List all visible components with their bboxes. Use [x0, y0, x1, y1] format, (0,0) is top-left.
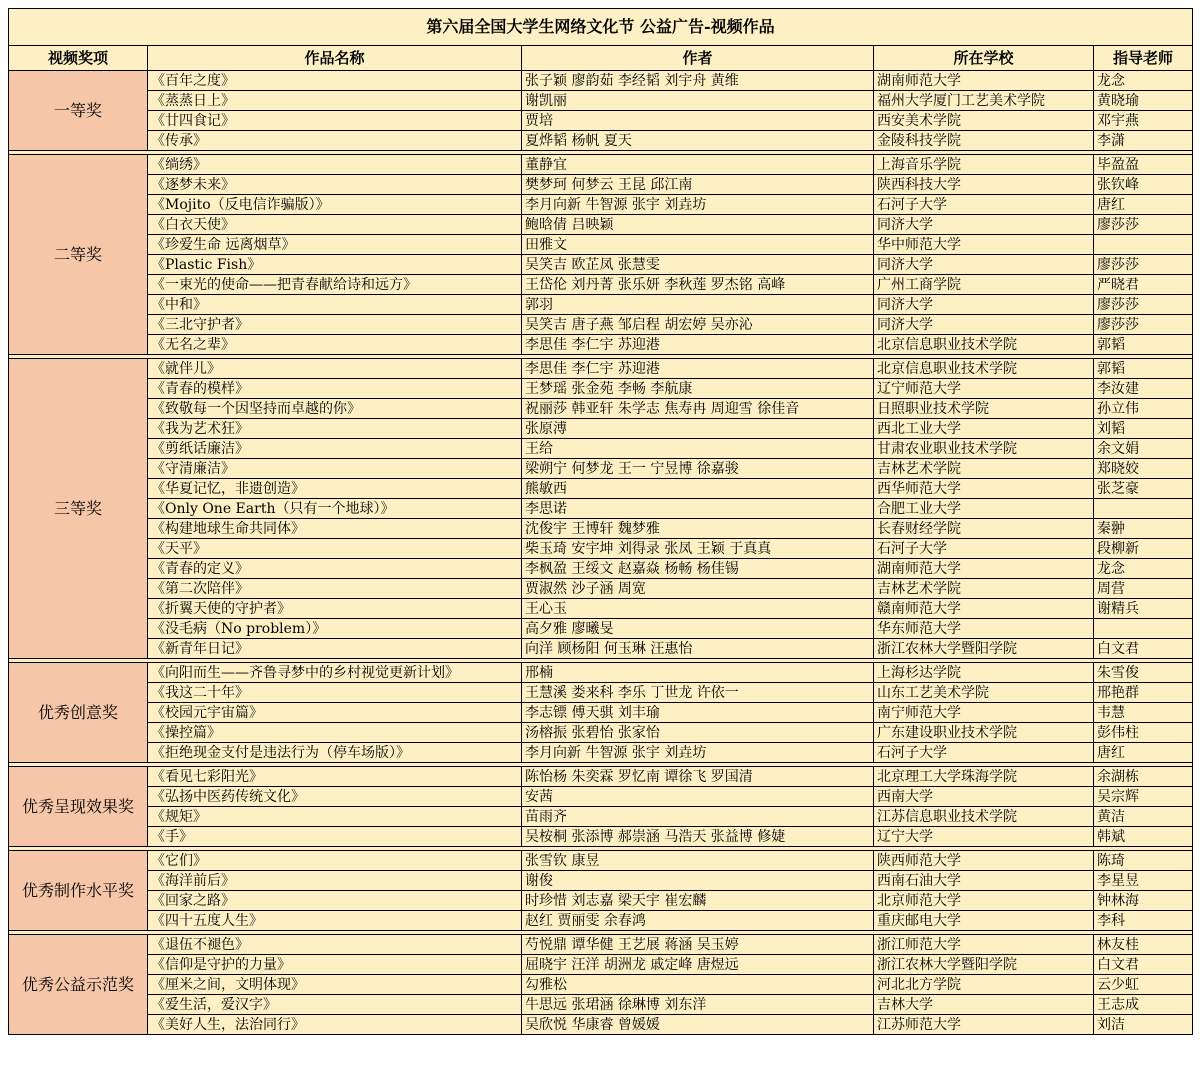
advisor-cell: 彭伟柱 [1094, 723, 1193, 743]
work-name-cell: 《致敬每一个因坚持而卓越的你》 [148, 399, 522, 419]
work-name-cell: 《逐梦未来》 [148, 175, 522, 195]
school-cell: 江苏师范大学 [874, 1015, 1094, 1035]
table-row [9, 599, 1193, 619]
work-name-cell: 《廿四食记》 [148, 111, 522, 131]
table-row [9, 379, 1193, 399]
work-name-cell: 《剪纸话廉洁》 [148, 439, 522, 459]
advisor-cell: 钟林海 [1094, 891, 1193, 911]
work-name-cell: 《白衣天使》 [148, 215, 522, 235]
table-row [9, 639, 1193, 659]
work-name-cell: 《构建地球生命共同体》 [148, 519, 522, 539]
table-row [9, 215, 1193, 235]
author-cell: 苗雨齐 [522, 807, 874, 827]
advisor-cell: 韩斌 [1094, 827, 1193, 847]
work-name-cell: 《厘米之间，文明体现》 [148, 975, 522, 995]
school-cell: 上海杉达学院 [874, 663, 1094, 683]
author-cell: 勾雅松 [522, 975, 874, 995]
author-cell: 谢凯丽 [522, 91, 874, 111]
author-cell: 樊梦珂 何梦云 王昆 邱江南 [522, 175, 874, 195]
table-row [9, 315, 1193, 335]
table-row [9, 851, 1193, 871]
header-award: 视频奖项 [9, 46, 148, 71]
author-cell: 李月向新 牛智源 张宇 刘垚坊 [522, 195, 874, 215]
school-cell: 华东师范大学 [874, 619, 1094, 639]
advisor-cell: 刘韬 [1094, 419, 1193, 439]
author-cell: 王慧溪 娄来科 李乐 丁世龙 许依一 [522, 683, 874, 703]
header-author: 作者 [522, 46, 874, 71]
work-name-cell: 《Plastic Fish》 [148, 255, 522, 275]
work-name-cell: 《信仰是守护的力量》 [148, 955, 522, 975]
table-row [9, 911, 1193, 931]
table-row [9, 767, 1193, 787]
school-cell: 合肥工业大学 [874, 499, 1094, 519]
work-name-cell: 《绱绣》 [148, 155, 522, 175]
table-row [9, 935, 1193, 955]
advisor-cell: 毕盈盈 [1094, 155, 1193, 175]
author-cell: 吴笑吉 欧芷凤 张慧雯 [522, 255, 874, 275]
advisor-cell: 李汝建 [1094, 379, 1193, 399]
advisor-cell: 廖莎莎 [1094, 215, 1193, 235]
school-cell: 西南石油大学 [874, 871, 1094, 891]
advisor-cell: 吴宗辉 [1094, 787, 1193, 807]
work-name-cell: 《珍爱生命 远离烟草》 [148, 235, 522, 255]
award-category: 优秀制作水平奖 [9, 851, 148, 931]
advisor-cell: 刘洁 [1094, 1015, 1193, 1035]
author-cell: 田雅文 [522, 235, 874, 255]
advisor-cell: 龙念 [1094, 71, 1193, 91]
table-row [9, 683, 1193, 703]
work-name-cell: 《退伍不褪色》 [148, 935, 522, 955]
table-row [9, 891, 1193, 911]
table-row [9, 111, 1193, 131]
table-row [9, 71, 1193, 91]
work-name-cell: 《向阳而生——齐鲁寻梦中的乡村视觉更新计划》 [148, 663, 522, 683]
advisor-cell [1094, 235, 1193, 255]
author-cell: 夏烨韬 杨帆 夏天 [522, 131, 874, 151]
work-name-cell: 《青春的定义》 [148, 559, 522, 579]
work-name-cell: 《青春的模样》 [148, 379, 522, 399]
work-name-cell: 《就伴儿》 [148, 359, 522, 379]
advisor-cell: 黄洁 [1094, 807, 1193, 827]
table-row [9, 91, 1193, 111]
advisor-cell: 孙立伟 [1094, 399, 1193, 419]
advisor-cell: 余文娟 [1094, 439, 1193, 459]
work-name-cell: 《Mojito（反电信诈骗版）》 [148, 195, 522, 215]
author-cell: 芍悦鼎 谭华健 王艺展 蒋涵 吴玉婷 [522, 935, 874, 955]
table-row [9, 787, 1193, 807]
school-cell: 江苏信息职业技术学院 [874, 807, 1094, 827]
work-name-cell: 《校园元宇宙篇》 [148, 703, 522, 723]
work-name-cell: 《拒绝现金支付是违法行为（停车场版）》 [148, 743, 522, 763]
work-name-cell: 《操控篇》 [148, 723, 522, 743]
table-row [9, 399, 1193, 419]
author-cell: 李月向新 牛智源 张宇 刘垚坊 [522, 743, 874, 763]
school-cell: 同济大学 [874, 215, 1094, 235]
header-work-name: 作品名称 [148, 46, 522, 71]
work-name-cell: 《蒸蒸日上》 [148, 91, 522, 111]
award-category: 一等奖 [9, 71, 148, 151]
school-cell: 北京理工大学珠海学院 [874, 767, 1094, 787]
author-cell: 张原溥 [522, 419, 874, 439]
school-cell: 广州工商学院 [874, 275, 1094, 295]
school-cell: 陕西师范大学 [874, 851, 1094, 871]
table-row [9, 195, 1193, 215]
work-name-cell: 《没毛病（No problem）》 [148, 619, 522, 639]
table-row [9, 871, 1193, 891]
work-name-cell: 《Only One Earth（只有一个地球）》 [148, 499, 522, 519]
work-name-cell: 《一束光的使命——把青春献给诗和远方》 [148, 275, 522, 295]
school-cell: 湖南师范大学 [874, 71, 1094, 91]
author-cell: 屈晓宇 汪洋 胡洲龙 戚定峰 唐煜远 [522, 955, 874, 975]
table-row [9, 499, 1193, 519]
table-row [9, 479, 1193, 499]
table-row [9, 723, 1193, 743]
table-row [9, 175, 1193, 195]
author-cell: 李思佳 李仁宇 苏迎港 [522, 335, 874, 355]
school-cell: 浙江师范大学 [874, 935, 1094, 955]
advisor-cell: 唐红 [1094, 195, 1193, 215]
author-cell: 柴玉琦 安宇坤 刘得录 张凤 王颖 于真真 [522, 539, 874, 559]
table-row [9, 255, 1193, 275]
header-school: 所在学校 [874, 46, 1094, 71]
work-name-cell: 《我为艺术狂》 [148, 419, 522, 439]
advisor-cell: 龙念 [1094, 559, 1193, 579]
school-cell: 华中师范大学 [874, 235, 1094, 255]
author-cell: 梁朔宁 何梦龙 王一 宁昱博 徐嘉骏 [522, 459, 874, 479]
table-row [9, 519, 1193, 539]
award-category: 优秀创意奖 [9, 663, 148, 763]
school-cell: 同济大学 [874, 255, 1094, 275]
work-name-cell: 《我这二十年》 [148, 683, 522, 703]
advisor-cell: 李潇 [1094, 131, 1193, 151]
school-cell: 同济大学 [874, 315, 1094, 335]
award-category: 二等奖 [9, 155, 148, 355]
advisor-cell: 王志成 [1094, 995, 1193, 1015]
advisor-cell: 李星昱 [1094, 871, 1193, 891]
school-cell: 辽宁大学 [874, 827, 1094, 847]
work-name-cell: 《守清廉洁》 [148, 459, 522, 479]
advisor-cell: 秦翀 [1094, 519, 1193, 539]
table-row [9, 827, 1193, 847]
header-advisor: 指导老师 [1094, 46, 1193, 71]
award-table [8, 8, 1193, 1035]
school-cell: 石河子大学 [874, 539, 1094, 559]
author-cell: 熊敏西 [522, 479, 874, 499]
school-cell: 北京信息职业技术学院 [874, 359, 1094, 379]
author-cell: 李志镖 傅天骐 刘丰瑜 [522, 703, 874, 723]
advisor-cell: 张钦峰 [1094, 175, 1193, 195]
author-cell: 邢楠 [522, 663, 874, 683]
advisor-cell: 谢精兵 [1094, 599, 1193, 619]
advisor-cell: 邓宇燕 [1094, 111, 1193, 131]
work-name-cell: 《它们》 [148, 851, 522, 871]
table-row [9, 995, 1193, 1015]
work-name-cell: 《规矩》 [148, 807, 522, 827]
school-cell: 同济大学 [874, 295, 1094, 315]
advisor-cell: 白文君 [1094, 639, 1193, 659]
table-row [9, 335, 1193, 355]
author-cell: 王心玉 [522, 599, 874, 619]
author-cell: 汤榕振 张碧怡 张家怡 [522, 723, 874, 743]
work-name-cell: 《三北守护者》 [148, 315, 522, 335]
work-name-cell: 《华夏记忆，非遗创造》 [148, 479, 522, 499]
table-row [9, 419, 1193, 439]
author-cell: 吴桉桐 张添博 郝崇涵 马浩天 张益博 修婕 [522, 827, 874, 847]
school-cell: 浙江农林大学暨阳学院 [874, 955, 1094, 975]
work-name-cell: 《无名之辈》 [148, 335, 522, 355]
author-cell: 李枫盈 王绥文 赵嘉焱 杨畅 杨佳锡 [522, 559, 874, 579]
author-cell: 谢俊 [522, 871, 874, 891]
work-name-cell: 《百年之度》 [148, 71, 522, 91]
advisor-cell: 段柳新 [1094, 539, 1193, 559]
author-cell: 董静宜 [522, 155, 874, 175]
advisor-cell: 邢艳群 [1094, 683, 1193, 703]
school-cell: 吉林大学 [874, 995, 1094, 1015]
author-cell: 郭羽 [522, 295, 874, 315]
table-row [9, 955, 1193, 975]
school-cell: 吉林艺术学院 [874, 459, 1094, 479]
school-cell: 上海音乐学院 [874, 155, 1094, 175]
table-row [9, 807, 1193, 827]
advisor-cell: 朱雪俊 [1094, 663, 1193, 683]
advisor-cell: 白文君 [1094, 955, 1193, 975]
author-cell: 张子颖 廖韵茹 李经韬 刘宇舟 黄维 [522, 71, 874, 91]
table-row [9, 439, 1193, 459]
school-cell: 西安美术学院 [874, 111, 1094, 131]
work-name-cell: 《天平》 [148, 539, 522, 559]
advisor-cell: 周营 [1094, 579, 1193, 599]
work-name-cell: 《海洋前后》 [148, 871, 522, 891]
work-name-cell: 《美好人生，法治同行》 [148, 1015, 522, 1035]
author-cell: 李思佳 李仁宇 苏迎港 [522, 359, 874, 379]
table-row [9, 1015, 1193, 1035]
work-name-cell: 《新青年日记》 [148, 639, 522, 659]
work-name-cell: 《回家之路》 [148, 891, 522, 911]
advisor-cell [1094, 619, 1193, 639]
advisor-cell: 云少虹 [1094, 975, 1193, 995]
school-cell: 陕西科技大学 [874, 175, 1094, 195]
work-name-cell: 《手》 [148, 827, 522, 847]
author-cell: 祝丽莎 韩亚轩 朱学志 焦寿冉 周迎雪 徐佳音 [522, 399, 874, 419]
table-row [9, 539, 1193, 559]
author-cell: 陈怡杨 朱奕霖 罗忆南 谭徐飞 罗国清 [522, 767, 874, 787]
table-row [9, 235, 1193, 255]
school-cell: 重庆邮电大学 [874, 911, 1094, 931]
work-name-cell: 《传承》 [148, 131, 522, 151]
work-name-cell: 《看见七彩阳光》 [148, 767, 522, 787]
sheet-title: 第六届全国大学生网络文化节 公益广告-视频作品 [9, 9, 1193, 46]
author-cell: 沈俊宇 王博轩 魏梦雅 [522, 519, 874, 539]
work-name-cell: 《四十五度人生》 [148, 911, 522, 931]
table-row [9, 459, 1193, 479]
award-category: 优秀呈现效果奖 [9, 767, 148, 847]
author-cell: 赵红 贾丽雯 余春鸿 [522, 911, 874, 931]
table-row [9, 579, 1193, 599]
advisor-cell: 廖莎莎 [1094, 315, 1193, 335]
school-cell: 西南大学 [874, 787, 1094, 807]
advisor-cell: 郭韬 [1094, 335, 1193, 355]
author-cell: 王给 [522, 439, 874, 459]
table-row [9, 703, 1193, 723]
work-name-cell: 《弘扬中医药传统文化》 [148, 787, 522, 807]
author-cell: 牛思远 张珺涵 徐琳博 刘东洋 [522, 995, 874, 1015]
author-cell: 吴欣悦 华康睿 曾媛媛 [522, 1015, 874, 1035]
advisor-cell: 廖莎莎 [1094, 255, 1193, 275]
school-cell: 西北工业大学 [874, 419, 1094, 439]
award-category: 优秀公益示范奖 [9, 935, 148, 1035]
author-cell: 王梦瑶 张金苑 李畅 李航康 [522, 379, 874, 399]
school-cell: 金陵科技学院 [874, 131, 1094, 151]
author-cell: 鲍晗倩 吕映颖 [522, 215, 874, 235]
table-row [9, 155, 1193, 175]
table-row [9, 295, 1193, 315]
work-name-cell: 《中和》 [148, 295, 522, 315]
advisor-cell: 黄晓瑜 [1094, 91, 1193, 111]
table-row [9, 275, 1193, 295]
advisor-cell: 李科 [1094, 911, 1193, 931]
advisor-cell: 严晓君 [1094, 275, 1193, 295]
author-cell: 吴笑吉 唐子燕 邹启程 胡宏婷 吴亦沁 [522, 315, 874, 335]
table-row [9, 743, 1193, 763]
school-cell: 长春财经学院 [874, 519, 1094, 539]
work-name-cell: 《爱生活，爱汉字》 [148, 995, 522, 1015]
author-cell: 向洋 顾杨阳 何玉琳 汪惠怡 [522, 639, 874, 659]
advisor-cell: 韦慧 [1094, 703, 1193, 723]
school-cell: 广东建设职业技术学院 [874, 723, 1094, 743]
school-cell: 湖南师范大学 [874, 559, 1094, 579]
advisor-cell: 廖莎莎 [1094, 295, 1193, 315]
table-row [9, 559, 1193, 579]
advisor-cell: 郑晓姣 [1094, 459, 1193, 479]
table-row [9, 359, 1193, 379]
table-row [9, 663, 1193, 683]
advisor-cell: 郭韬 [1094, 359, 1193, 379]
school-cell: 河北北方学院 [874, 975, 1094, 995]
table-row [9, 975, 1193, 995]
work-name-cell: 《折翼天使的守护者》 [148, 599, 522, 619]
school-cell: 北京师范大学 [874, 891, 1094, 911]
award-category: 三等奖 [9, 359, 148, 659]
advisor-cell: 唐红 [1094, 743, 1193, 763]
school-cell: 山东工艺美术学院 [874, 683, 1094, 703]
school-cell: 吉林艺术学院 [874, 579, 1094, 599]
work-name-cell: 《第二次陪伴》 [148, 579, 522, 599]
school-cell: 赣南师范大学 [874, 599, 1094, 619]
author-cell: 李思诺 [522, 499, 874, 519]
table-row [9, 131, 1193, 151]
author-cell: 王岱伦 刘丹菁 张乐妍 李秋莲 罗杰铭 高峰 [522, 275, 874, 295]
author-cell: 贾淑然 沙子涵 周宽 [522, 579, 874, 599]
school-cell: 日照职业技术学院 [874, 399, 1094, 419]
author-cell: 贾培 [522, 111, 874, 131]
advisor-cell [1094, 499, 1193, 519]
advisor-cell: 林友桂 [1094, 935, 1193, 955]
author-cell: 时珍惜 刘志嘉 梁天宇 崔宏麟 [522, 891, 874, 911]
school-cell: 北京信息职业技术学院 [874, 335, 1094, 355]
table-row [9, 619, 1193, 639]
advisor-cell: 张芝豪 [1094, 479, 1193, 499]
author-cell: 安茜 [522, 787, 874, 807]
author-cell: 张雪钦 康昱 [522, 851, 874, 871]
school-cell: 石河子大学 [874, 743, 1094, 763]
school-cell: 西华师范大学 [874, 479, 1094, 499]
author-cell: 高夕雅 廖曦旻 [522, 619, 874, 639]
award-sheet [8, 8, 1192, 1062]
school-cell: 辽宁师范大学 [874, 379, 1094, 399]
school-cell: 石河子大学 [874, 195, 1094, 215]
advisor-cell: 陈琦 [1094, 851, 1193, 871]
school-cell: 福州大学厦门工艺美术学院 [874, 91, 1094, 111]
school-cell: 浙江农林大学暨阳学院 [874, 639, 1094, 659]
school-cell: 甘肃农业职业技术学院 [874, 439, 1094, 459]
advisor-cell: 余湖栋 [1094, 767, 1193, 787]
school-cell: 南宁师范大学 [874, 703, 1094, 723]
